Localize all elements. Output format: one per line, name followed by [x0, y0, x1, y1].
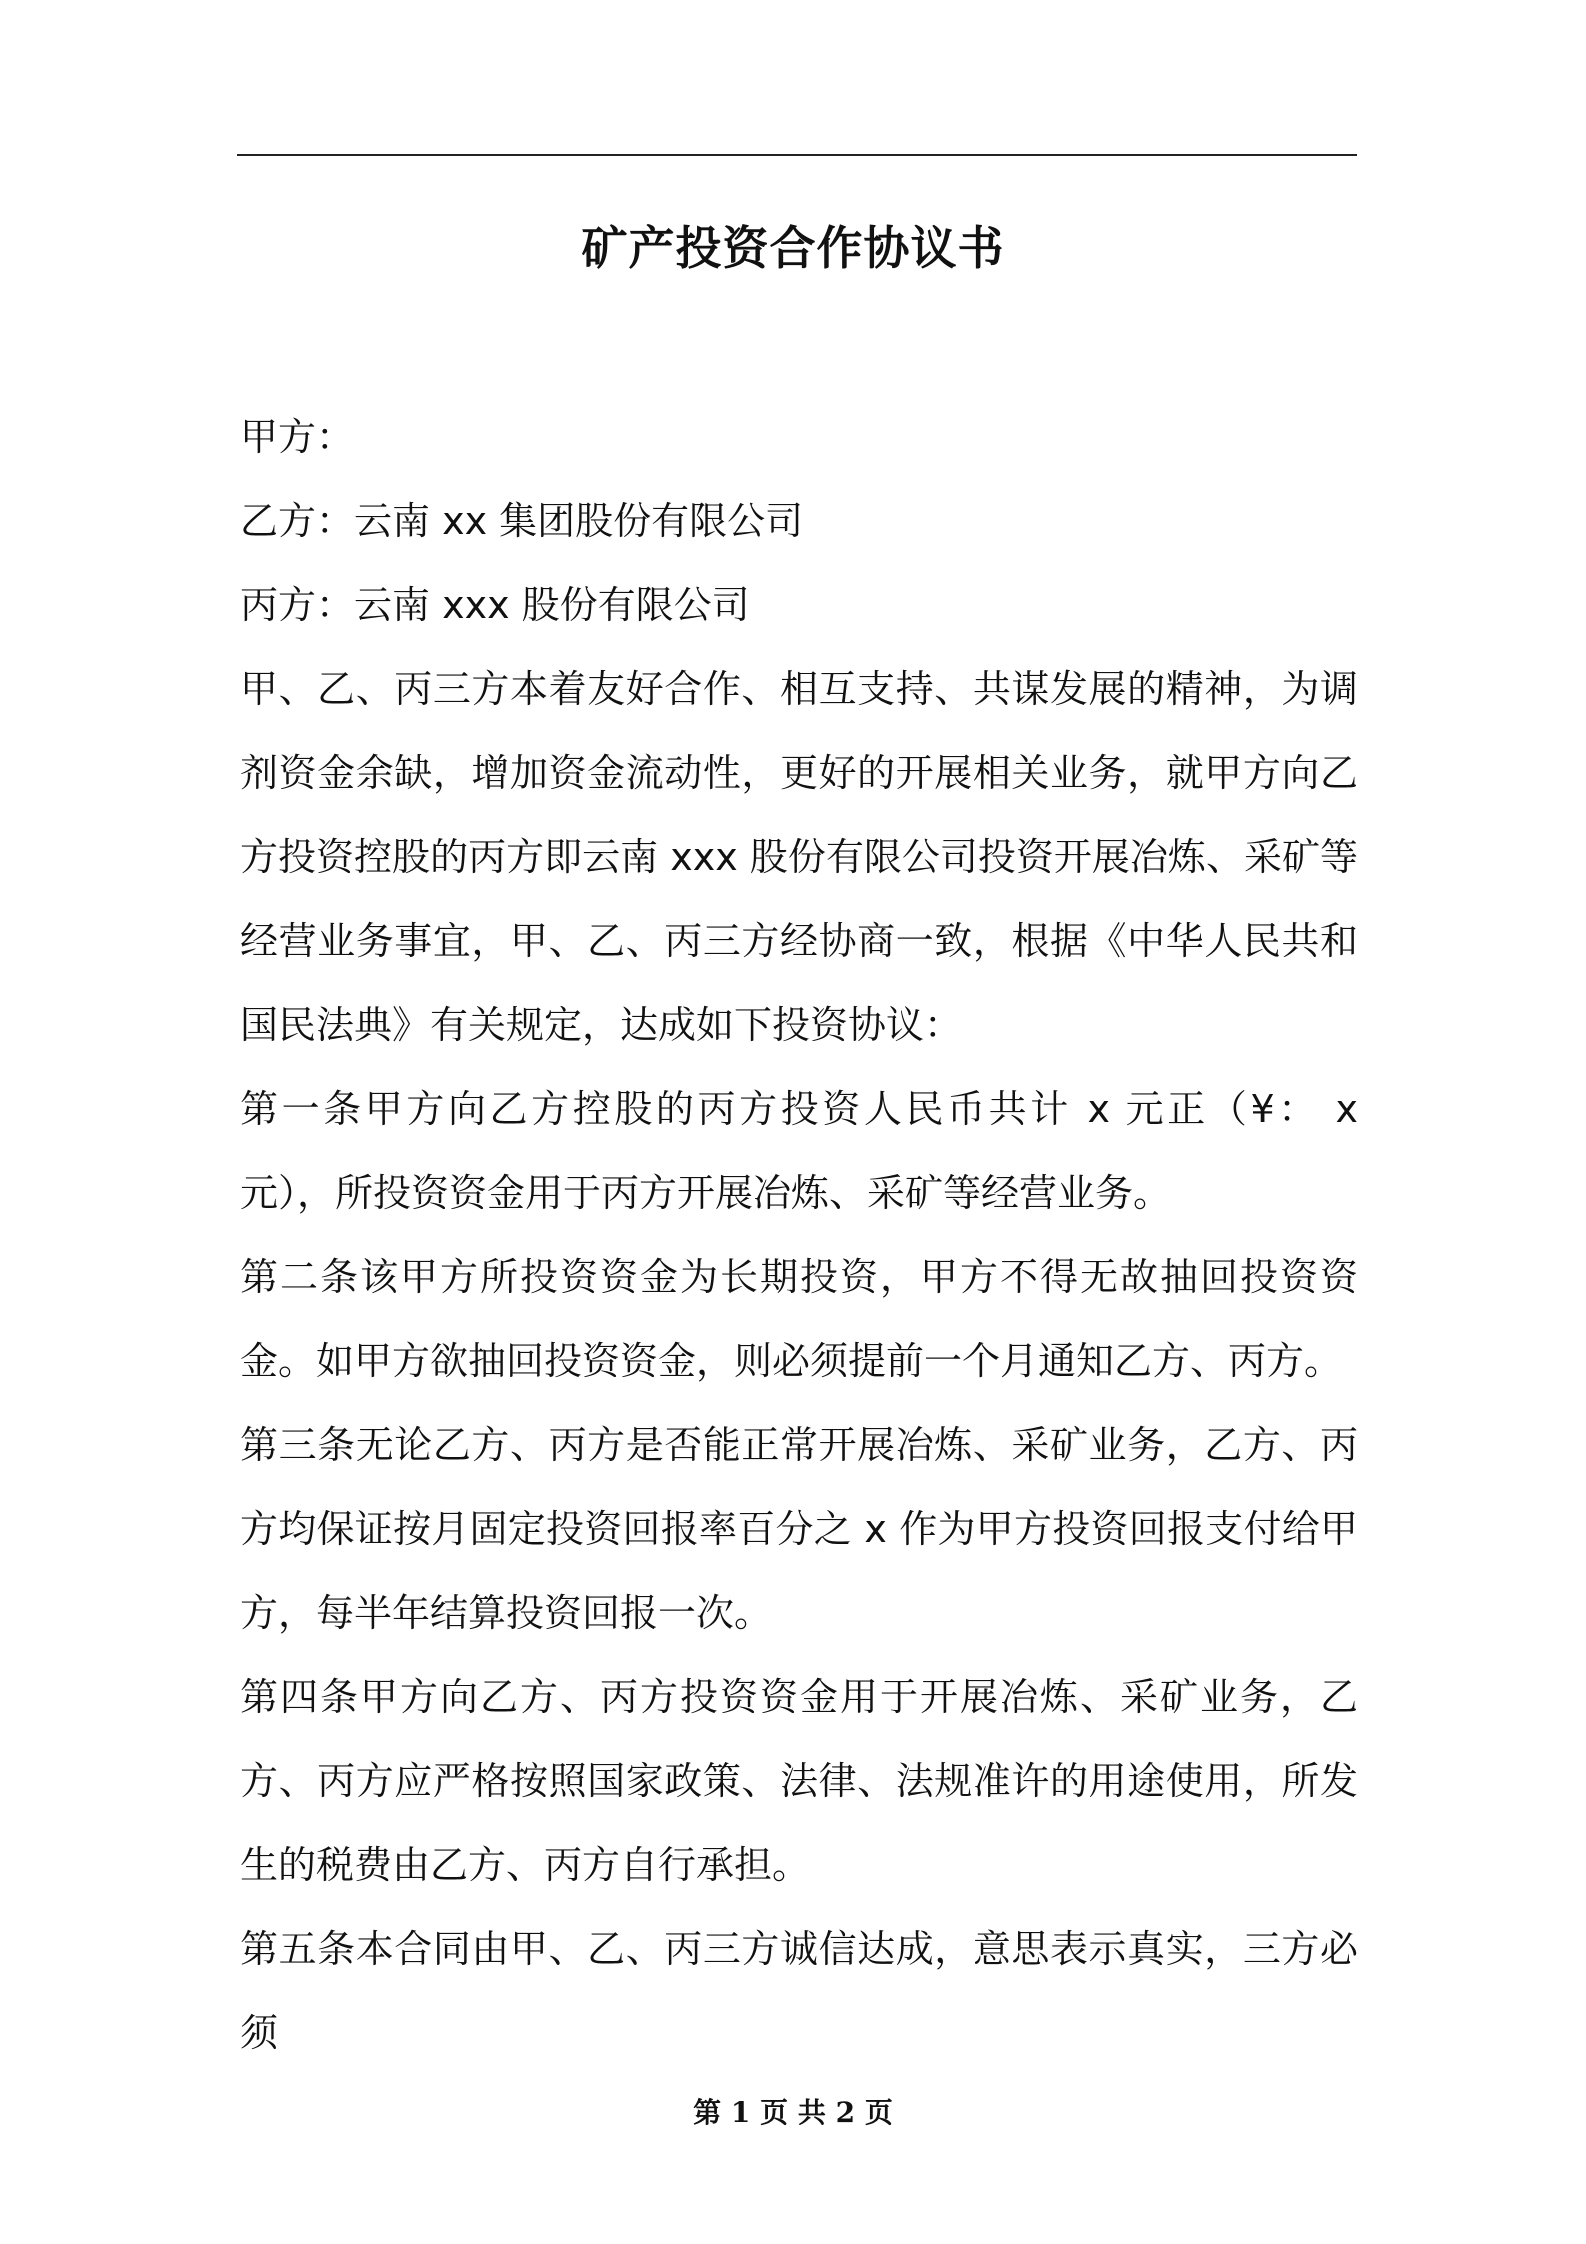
article-1: 第一条甲方向乙方控股的丙方投资人民币共计 x 元正（¥： x 元），所投资资金用于丙方开展冶炼、采矿等经营业务。	[240, 1087, 1358, 1215]
page-footer: 第 1 页 共 2 页	[693, 2096, 893, 2129]
article-3: 第三条无论乙方、丙方是否能正常开展冶炼、采矿业务，乙方、丙方均保证按月固定投资回报率百分之 x 作为甲方投资回报支付给甲方，每半年结算投资回报一次。	[240, 1423, 1358, 1635]
document-title: 矿产投资合作协议书	[581, 221, 1005, 275]
party-a-label: 甲方：	[240, 415, 355, 459]
party-b-line	[240, 479, 1358, 563]
party-c-value: 云南 xxx 股份有限公司	[354, 583, 750, 627]
party-b-value: 云南 xx 集团股份有限公司	[354, 499, 804, 543]
party-a-line	[240, 395, 1358, 479]
party-c-line	[240, 563, 1358, 647]
header-rule	[237, 154, 1357, 156]
preamble-paragraph: 甲、乙、丙三方本着友好合作、相互支持、共谋发展的精神，为调剂资金余缺，增加资金流动性，更好的开展相关业务，就甲方向乙方投资控股的丙方即云南 xxx 股份有限公司投资开展冶炼、采矿等经营业务事宜，甲、乙、丙三方经协商一致，根据《中华人民共和国民法典》有关规定，达成如下投资协议：	[240, 667, 1358, 1047]
article-5: 第五条本合同由甲、乙、丙三方诚信达成，意思表示真实，三方必须	[240, 1927, 1358, 2055]
document-body	[240, 395, 1358, 2075]
party-b-label: 乙方：	[240, 499, 355, 543]
party-c-label: 丙方：	[240, 583, 355, 627]
article-2: 第二条该甲方所投资资金为长期投资，甲方不得无故抽回投资资金。如甲方欲抽回投资资金，则必须提前一个月通知乙方、丙方。	[240, 1255, 1358, 1383]
article-4: 第四条甲方向乙方、丙方投资资金用于开展冶炼、采矿业务，乙方、丙方应严格按照国家政策、法律、法规准许的用途使用，所发生的税费由乙方、丙方自行承担。	[240, 1675, 1358, 1887]
